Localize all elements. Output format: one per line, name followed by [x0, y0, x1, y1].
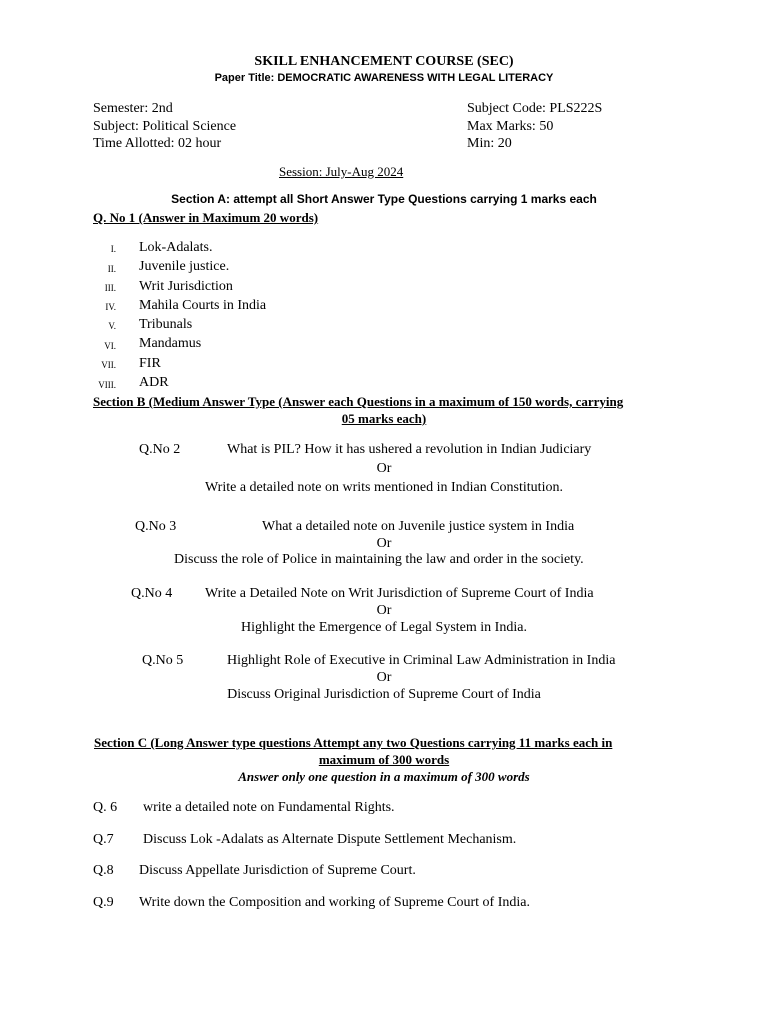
question-text: write a detailed note on Fundamental Rights. — [143, 800, 395, 815]
question-text: Discuss Appellate Jurisdiction of Supreme Court. — [139, 863, 416, 878]
list-item: Lok-Adalats. — [139, 240, 213, 255]
item-number: VI. — [104, 341, 116, 351]
question-text: Write a Detailed Note on Writ Jurisdiction of Supreme Court of India — [205, 586, 594, 601]
question-number: Q.8 — [93, 863, 114, 878]
max-marks: Max Marks: 50 — [467, 119, 554, 134]
min-marks: Min: 20 — [467, 136, 512, 151]
list-item: Mandamus — [139, 336, 202, 351]
question-number: Q.9 — [93, 895, 114, 910]
question-text: Write down the Composition and working of Supreme Court of India. — [139, 895, 530, 910]
question-number: Q.No 5 — [142, 653, 184, 668]
subject: Subject: Political Science — [93, 119, 237, 134]
section-b-heading-cont: 05 marks each) — [341, 411, 427, 426]
question-number: Q.7 — [93, 832, 114, 847]
question-alternative: Highlight the Emergence of Legal System in India. — [241, 620, 527, 635]
item-number: IV. — [105, 302, 116, 312]
list-item: ADR — [139, 375, 169, 390]
paper-title: Paper Title: DEMOCRATIC AWARENESS WITH LEGAL LITERACY — [214, 72, 554, 84]
section-c-heading-cont: maximum of 300 words — [318, 752, 450, 767]
subject-code: Subject Code: PLS222S — [467, 101, 603, 116]
semester: Semester: 2nd — [93, 101, 173, 116]
session: Session: July-Aug 2024 — [279, 164, 404, 179]
question-text: Discuss Lok -Adalats as Alternate Dispute Settlement Mechanism. — [143, 832, 517, 847]
question-text: What a detailed note on Juvenile justice system in India — [262, 519, 575, 534]
section-b-heading: Section B (Medium Answer Type (Answer each Questions in a maximum of 150 words, carrying — [93, 394, 624, 409]
item-number: II. — [107, 264, 116, 274]
or-separator: Or — [376, 461, 392, 476]
question-number: Q. 6 — [93, 800, 118, 815]
or-separator: Or — [376, 670, 392, 685]
or-separator: Or — [376, 536, 392, 551]
question-number: Q.No 4 — [131, 586, 173, 601]
question-alternative: Write a detailed note on writs mentioned in Indian Constitution. — [205, 480, 563, 495]
item-number: VIII. — [98, 380, 116, 390]
or-separator: Or — [376, 603, 392, 618]
list-item: Writ Jurisdiction — [139, 279, 233, 294]
question-alternative: Discuss Original Jurisdiction of Supreme Court of India — [227, 687, 541, 702]
question-number: Q.No 2 — [139, 442, 181, 457]
time-allotted: Time Allotted: 02 hour — [93, 136, 222, 151]
item-number: V. — [108, 321, 116, 331]
list-item: Tribunals — [139, 317, 193, 332]
course-title: SKILL ENHANCEMENT COURSE (SEC) — [254, 54, 514, 69]
question-number: Q.No 3 — [135, 519, 177, 534]
question-1-heading: Q. No 1 (Answer in Maximum 20 words) — [93, 210, 319, 225]
section-c-heading: Section C (Long Answer type questions Attempt any two Questions carrying 11 marks each in — [94, 735, 613, 750]
item-number: III. — [104, 283, 116, 293]
question-text: Highlight Role of Executive in Criminal Law Administration in India — [227, 653, 616, 668]
question-alternative: Discuss the role of Police in maintaining the law and order in the society. — [174, 552, 584, 567]
item-number: I. — [110, 244, 116, 254]
item-number: VII. — [101, 360, 116, 370]
list-item: FIR — [139, 356, 161, 371]
section-a-heading: Section A: attempt all Short Answer Type Questions carrying 1 marks each — [171, 192, 597, 206]
list-item: Mahila Courts in India — [139, 298, 267, 313]
section-c-instruction: Answer only one question in a maximum of 300 words — [238, 769, 530, 784]
question-text: What is PIL? How it has ushered a revolution in Indian Judiciary — [227, 442, 592, 457]
list-item: Juvenile justice. — [139, 259, 230, 274]
